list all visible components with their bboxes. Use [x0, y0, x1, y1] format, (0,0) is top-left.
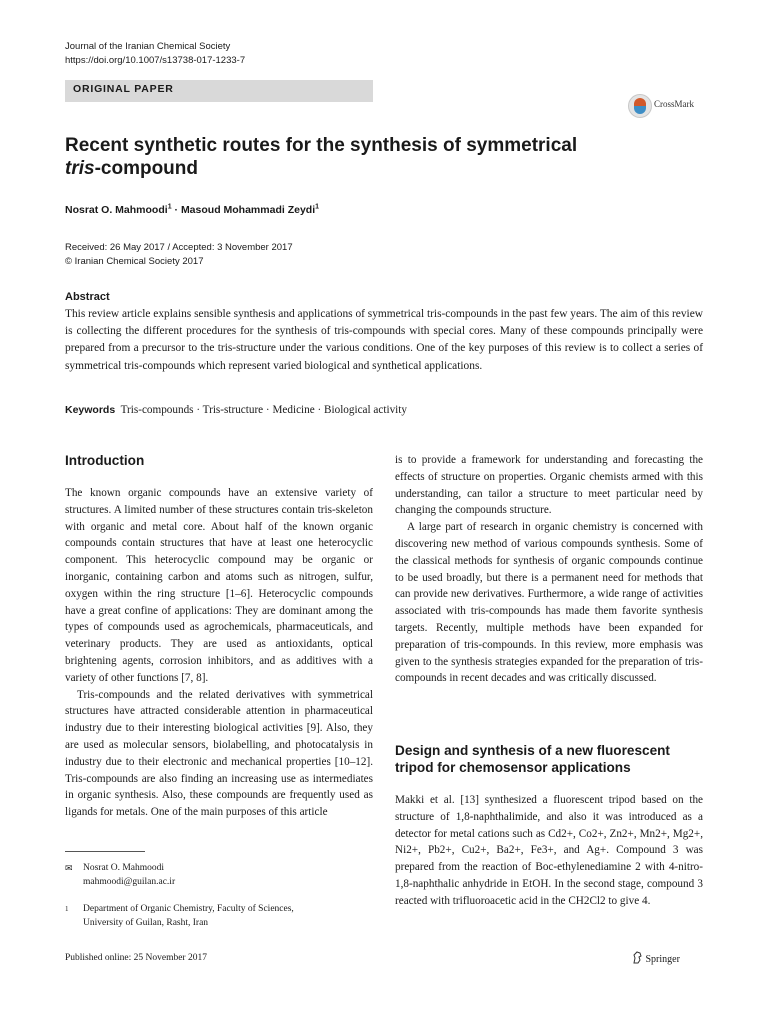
springer-horse-icon [632, 951, 643, 964]
corresponding-email[interactable]: mahmoodi@guilan.ac.ir [83, 876, 176, 887]
right-column-top [395, 452, 703, 687]
section-heading-2-line-2: tripod for chemosensor applications [395, 760, 631, 775]
author-2[interactable]: Masoud Mohammadi Zeydi [180, 204, 316, 216]
affiliation-footnote [65, 903, 365, 928]
author-1-affil: 1 [167, 203, 172, 211]
intro-paragraph-2: Tris-compounds and the related derivatives with symmetrical structures have attracted considerable attention in pharmaceutical industry due to their interesting biological activities [9]. Also, they are used as molecular sensors, biolabelling, and photocatalysis in industry due to their electronic and mechanical properties [10–12]. Tris-compounds are also finding an increasing use as intermediates in organic synthesis. Also, these compounds are frequently used as ligands for metals. One of the main purposes of this article [65, 688, 373, 819]
doi-link[interactable]: https://doi.org/10.1007/s13738-017-1233-7 [65, 55, 246, 66]
section-heading-2-line-1: Design and synthesis of a new fluorescent [395, 743, 670, 758]
crossmark-label: CrossMark [654, 99, 694, 109]
abstract-text: This review article explains sensible synthesis and applications of symmetrical tris-compounds in the past few years. The aim of this review is collecting the different procedures for the synthesis of tris-compounds with special cores. Many of these compounds principally were prepared from a precursor to the tris-structure under the various conditions. One of the key purposes of this review is to collect a series of symmetrical tris-compounds which represent varied biological and synthetical applications. [65, 308, 703, 372]
title-line-2 [65, 157, 625, 180]
affiliation-line-1: Department of Organic Chemistry, Faculty of Sciences, [83, 904, 294, 914]
published-online: Published online: 25 November 2017 [65, 953, 207, 963]
section-heading-2 [395, 742, 703, 776]
author-2-affil: 1 [315, 203, 320, 211]
article-type-banner [65, 80, 373, 102]
abstract-heading: Abstract [65, 291, 110, 303]
author-list [65, 204, 319, 216]
introduction-heading: Introduction [65, 453, 145, 468]
crossmark-icon [628, 94, 652, 118]
received-accepted: Received: 26 May 2017 / Accepted: 3 November 2017 [65, 242, 293, 253]
keywords-heading: Keywords [65, 404, 116, 416]
right-paragraph-3: Makki et al. [13] synthesized a fluorescent tripod based on the structure of 1,8-naphthalimide, and also it was introduced as a detector for metal cations such as Cd2+, Co2+, Zn2+, Mn2+, Mg2+, Ni2+, Pb2+, Cu2+, Ba2+, Fe3+, and Ag+. Compound 3 was prepared from the reaction of Boc-ethylenediamine 2 with 4-nitro-1,8-naphthalic anhydride in EtOH. In the second stage, compound 3 reacted with trifluoroacetic acid in the CH2Cl2 to give 4. [395, 794, 703, 907]
title-italic: tris [65, 158, 95, 179]
article-dates [65, 241, 293, 269]
paper-title [65, 134, 625, 180]
journal-name: Journal of the Iranian Chemical Society [65, 41, 231, 52]
intro-paragraph-1: The known organic compounds have an extensive variety of structures. A limited number of these structures contain tris-skeleton with organic and metal core. About half of the known organic compounds contain structures that have at least one heterocyclic component. This heterocyclic compound may be organic or inorganic, containing carbon and atoms such as nitrogen, sulfur, oxygen within the ring structure [1–6]. Heterocyclic compounds have a great confine of applications: They are dominant among the types of compounds used as agrochemicals, pharmaceuticals, and veterinary products. They are used as antioxidants, optical brightening agents, corrosion inhibitors, and as additives with a variety of other functions [7, 8]. [65, 487, 373, 684]
crossmark-badge[interactable] [628, 94, 708, 120]
copyright: © Iranian Chemical Society 2017 [65, 256, 204, 267]
affiliation-number: 1 [65, 905, 69, 913]
journal-header [65, 40, 245, 68]
publisher-name: Springer [645, 954, 680, 965]
right-column-bottom [395, 792, 703, 910]
affiliation-line-2: University of Guilan, Rasht, Iran [83, 917, 209, 928]
publisher-logo [632, 951, 680, 965]
left-column [65, 485, 373, 821]
keywords [65, 404, 407, 416]
title-line-1: Recent synthetic routes for the synthesis of symmetrical [65, 135, 578, 156]
envelope-icon: ✉ [65, 863, 73, 873]
article-type-label: ORIGINAL PAPER [73, 83, 174, 95]
author-1[interactable]: Nosrat O. Mahmoodi [65, 204, 168, 216]
right-paragraph-1: is to provide a framework for understanding and forecasting the effects of structure on properties. Organic chemists armed with this understanding, can tailor a structure to meet particular need by changing the compounds structure. [395, 454, 703, 517]
correspondence-footnote [65, 862, 176, 887]
author-separator: · [171, 204, 181, 216]
right-paragraph-2: A large part of research in organic chemistry is concerned with discovering new method of various compounds synthesis. Some of the classical methods for synthesis of organic compounds continue to be used broadly, but there is a permanent need for methods that can provide new derivatives. Furthermore, a wide range of activities associated with tris-compounds has made them favorite synthesis targets. Recently, multiple methods have been expanded for preparation of tris-compounds. In this review, more emphasis was given to the synthesis strategies expanded for the preparation of tris-compounds in recent decades and was critically discussed. [395, 521, 703, 685]
title-rest: -compound [94, 158, 199, 179]
keywords-list: Tris-compounds · Tris-structure · Medicine · Biological activity [120, 404, 407, 416]
footnote-divider [65, 851, 145, 852]
corresponding-author: Nosrat O. Mahmoodi [83, 863, 165, 873]
